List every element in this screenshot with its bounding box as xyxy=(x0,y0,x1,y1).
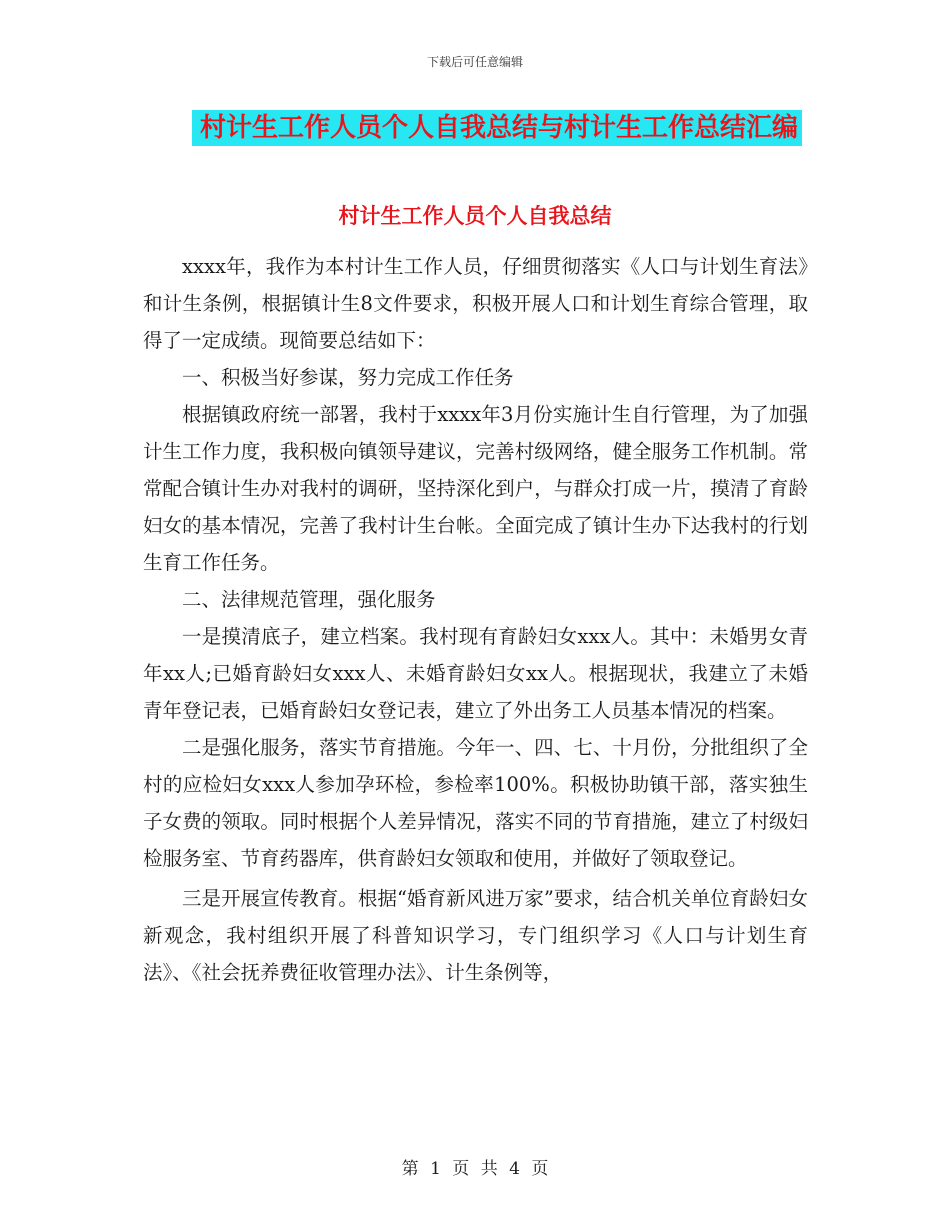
paragraph-archives: 一是摸清底子，建立档案。我村现有育龄妇女xxx人。其中：未婚男女青年xx人;已婚育龄妇女xxx人、未婚育龄妇女xx人。根据现状，我建立了未婚青年登记表，已婚育龄妇女登记表，建立了外出务工人员基本情况的档案。 xyxy=(143,625,808,722)
heading-section-2: 二、法律规范管理，强化服务 xyxy=(182,588,436,611)
paragraph-services: 二是强化服务，落实节育措施。今年一、四、七、十月份，分批组织了全村的应检妇女xxx人参加孕环检，参检率100%。积极协助镇干部，落实独生子女费的领取。同时根据个人差异情况，落实不同的节育措施，建立了村级妇检服务室、节育药器库，供育龄妇女领取和使用，并做好了领取登记。 xyxy=(143,736,808,870)
document-body xyxy=(143,248,808,991)
main-title-container xyxy=(0,110,950,146)
paragraph-section-1: 根据镇政府统一部署，我村于xxxx年3月份实施计生自行管理，为了加强计生工作力度，我积极向镇领导建议，完善村级网络，健全服务工作机制。常常配合镇计生办对我村的调研，坚持深化到户，与群众打成一片，摸清了育龄妇女的基本情况，完善了我村计生台帐。全面完成了镇计生办下达我村的行划生育工作任务。 xyxy=(143,403,808,574)
header-note: 下载后可任意编辑 xyxy=(426,55,523,69)
main-title: 村计生工作人员个人自我总结与村计生工作总结汇编 xyxy=(192,110,802,146)
section-title: 村计生工作人员个人自我总结 xyxy=(338,203,612,228)
page-footer: 第 1 页 共 4 页 xyxy=(401,1159,549,1179)
paragraph-education: 三是开展宣传教育。根据“婚育新风进万家”要求，结合机关单位育龄妇女新观念，我村组织开展了科普知识学习，专门组织学习《人口与计划生育法》、《社会抚养费征收管理办法》、计生条例等， xyxy=(143,887,808,984)
heading-section-1: 一、积极当好参谋，努力完成工作任务 xyxy=(182,366,514,389)
paragraph-intro: xxxx年，我作为本村计生工作人员，仔细贯彻落实《人口与计划生育法》和计生条例，根据镇计生8文件要求，积极开展人口和计划生育综合管理，取得了一定成绩。现简要总结如下： xyxy=(143,255,808,352)
